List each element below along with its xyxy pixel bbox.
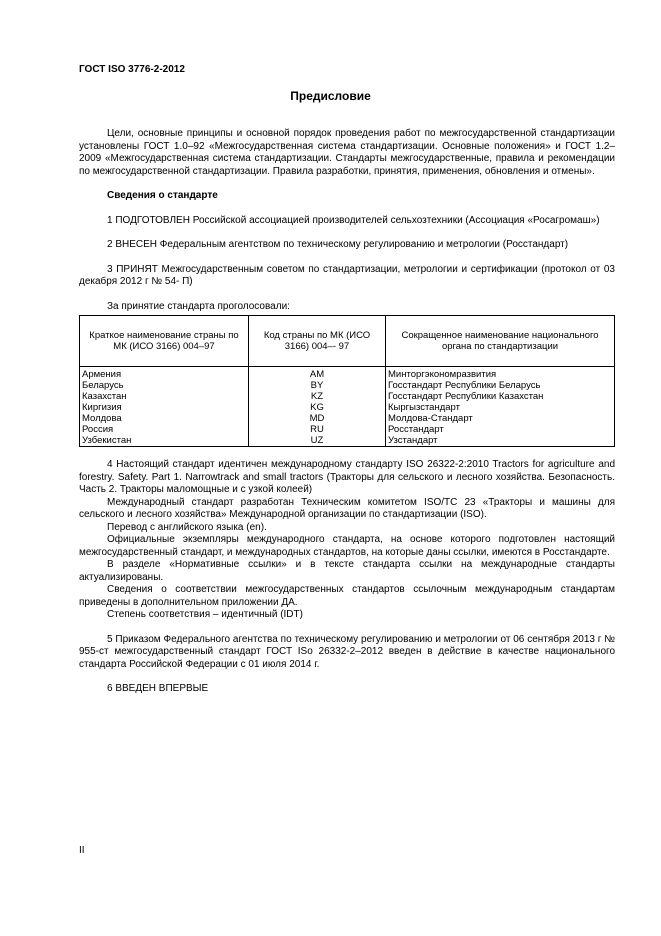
item-4-correspondence: Сведения о соответствии межгосударственных стандартов ссылочным международным стандартам приведены в дополнительном приложении ДА. (79, 584, 615, 608)
standards-body: Госстандарт Республики Казахстан (386, 391, 615, 402)
main-content (79, 128, 615, 696)
standards-body: Минторгэкономразвития (386, 367, 615, 381)
item-4-developer: Международный стандарт разработан Техническим комитетом ISO/TC 23 «Тракторы и машины для сельского и лесного хозяйства» Международной организации по стандартизации (ISO). (79, 496, 615, 520)
country-name: Киргизия (80, 402, 249, 413)
column-header-country: Краткое наименование страны по МК (ИСО 3166) 004–97 (80, 316, 249, 367)
country-code: AM (249, 367, 386, 381)
country-code: KG (249, 402, 386, 413)
info-heading: Сведения о стандарте (107, 190, 218, 201)
column-header-body: Сокращенное наименование национального органа по стандартизации (386, 316, 615, 367)
item-6-first-introduced: 6 ВВЕДЕН ВПЕРВЫЕ (107, 683, 209, 694)
voting-countries-table (79, 315, 615, 447)
item-4-translation: Перевод с английского языка (en). (107, 521, 267, 533)
country-code: KZ (249, 391, 386, 402)
item-5-enactment: 5 Приказом Федерального агентства по техническому регулированию и метрологии от 06 сентября 2013 г № 955-ст межгосударственный стандарт ГОСТ ISo 26332-2–2012 введен в действие в качестве национального стандарта Российской Федерации с 01 июля 2014 г. (79, 633, 615, 670)
item-4-official-copies: Официальные экземпляры международного стандарта, на основе которого подготовлен настоящий межгосударственный стандарт, и международных стандартов, на которые даны ссылки, имеются в Росстандарте. (79, 534, 615, 558)
table-row (80, 424, 615, 435)
country-name: Молдова (80, 413, 249, 424)
table-row (80, 367, 615, 381)
standards-body: Молдова-Стандарт (386, 413, 615, 424)
table-header-row (80, 316, 615, 367)
standards-body: Узстандарт (386, 435, 615, 447)
country-name: Казахстан (80, 391, 249, 402)
column-header-code: Код страны по МК (ИСО 3166) 004–- 97 (249, 316, 386, 367)
document-id-header: ГОСТ ISO 3776-2-2012 (79, 64, 185, 75)
voted-label: За принятие стандарта проголосовали: (107, 300, 290, 312)
table-row (80, 380, 615, 391)
country-name: Армения (80, 367, 249, 381)
standards-body: Кыргызстандарт (386, 402, 615, 413)
country-name: Узбекистан (80, 435, 249, 447)
country-name: Россия (80, 424, 249, 435)
table-row (80, 435, 615, 447)
country-code: UZ (249, 435, 386, 447)
table-row (80, 413, 615, 424)
country-code: RU (249, 424, 386, 435)
item-1-prepared: 1 ПОДГОТОВЛЕН Российской ассоциацией производителей сельхозтехники (Ассоциация «Росагромаш») (107, 214, 600, 226)
standards-body: Росстандарт (386, 424, 615, 435)
country-code: MD (249, 413, 386, 424)
standards-body: Госстандарт Республики Беларусь (386, 380, 615, 391)
country-name: Беларусь (80, 380, 249, 391)
item-2-introduced: 2 ВНЕСЕН Федеральным агентством по техническому регулированию и метрологии (Росстандарт) (107, 239, 569, 250)
item-4-degree: Степень соответствия – идентичный (IDT) (107, 609, 303, 620)
country-code: BY (249, 380, 386, 391)
table-row (80, 402, 615, 413)
item-4-identity: 4 Настоящий стандарт идентичен международному стандарту ISO 26322-2:2010 Tractors for agriculture and forestry. Safety. Part 1. Narrowtrack and small tractors (Тракторы для сельского и лесного хозяйства. Безопасность. Часть 2. Тракторы маломощные и с узкой колеей) (79, 459, 615, 495)
page-number: II (79, 845, 85, 856)
item-3-adopted: 3 ПРИНЯТ Межгосударственным советом по стандартизации, метрологии и сертификации (протокол от 03 декабря 2012 г № 54- П) (79, 263, 615, 287)
page-title: Предисловие (290, 89, 371, 103)
intro-paragraph: Цели, основные принципы и основной порядок проведения работ по межгосударственной стандартизации установлены ГОСТ 1.0–92 «Межгосударственная система стандартизации. Основные положения» и ГОСТ 1.2–2009 «Межгосударственная система стандартизации. Стандарты межгосударственные, правила и рекомендации по межгосударственной стандартизации. Правила разработки, принятия, применения, обновления и отмены». (79, 128, 615, 177)
item-4-references: В разделе «Нормативные ссылки» и в тексте стандарта ссылки на международные стандарты актуализированы. (79, 559, 615, 583)
table-row (80, 391, 615, 402)
